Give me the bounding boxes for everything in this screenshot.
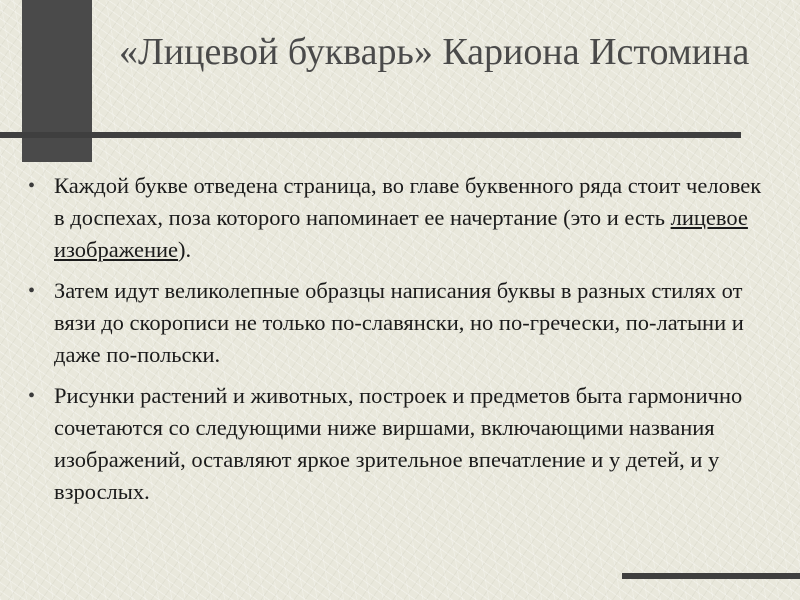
bullet-icon: • (28, 280, 36, 302)
bullet-3-text: Рисунки растений и животных, построек и предметов быта гармонично сочетаются со следующими ниже виршами, включающими названия изображений, оставляют яркое зрительное впечатление и у детей, и у взрослых. (54, 383, 743, 504)
bullet-item-1 (24, 170, 774, 266)
bullet-1-text-before: Каждой букве отведена страница, во главе буквенного ряда стоит человек в доспехах, поза которого напоминает ее начертание (это и есть (54, 173, 762, 230)
facial-image-link[interactable]: лицевое изображение (54, 205, 748, 262)
bullet-list (24, 170, 774, 517)
title-divider (0, 132, 741, 138)
bullet-icon: • (28, 385, 36, 407)
bullet-1-text-after: ). (178, 237, 192, 262)
bullet-item-2 (24, 275, 774, 371)
bullet-icon: • (28, 175, 36, 197)
slide-title: «Лицевой букварь» Кариона Истомина (119, 31, 750, 73)
bottom-divider (622, 573, 800, 579)
bullet-item-3 (24, 380, 774, 508)
bullet-2-text: Затем идут великолепные образцы написания буквы в разных стилях от вязи до скорописи не только по-славянски, но по-гречески, по-латыни и даже по-польски. (54, 278, 744, 367)
